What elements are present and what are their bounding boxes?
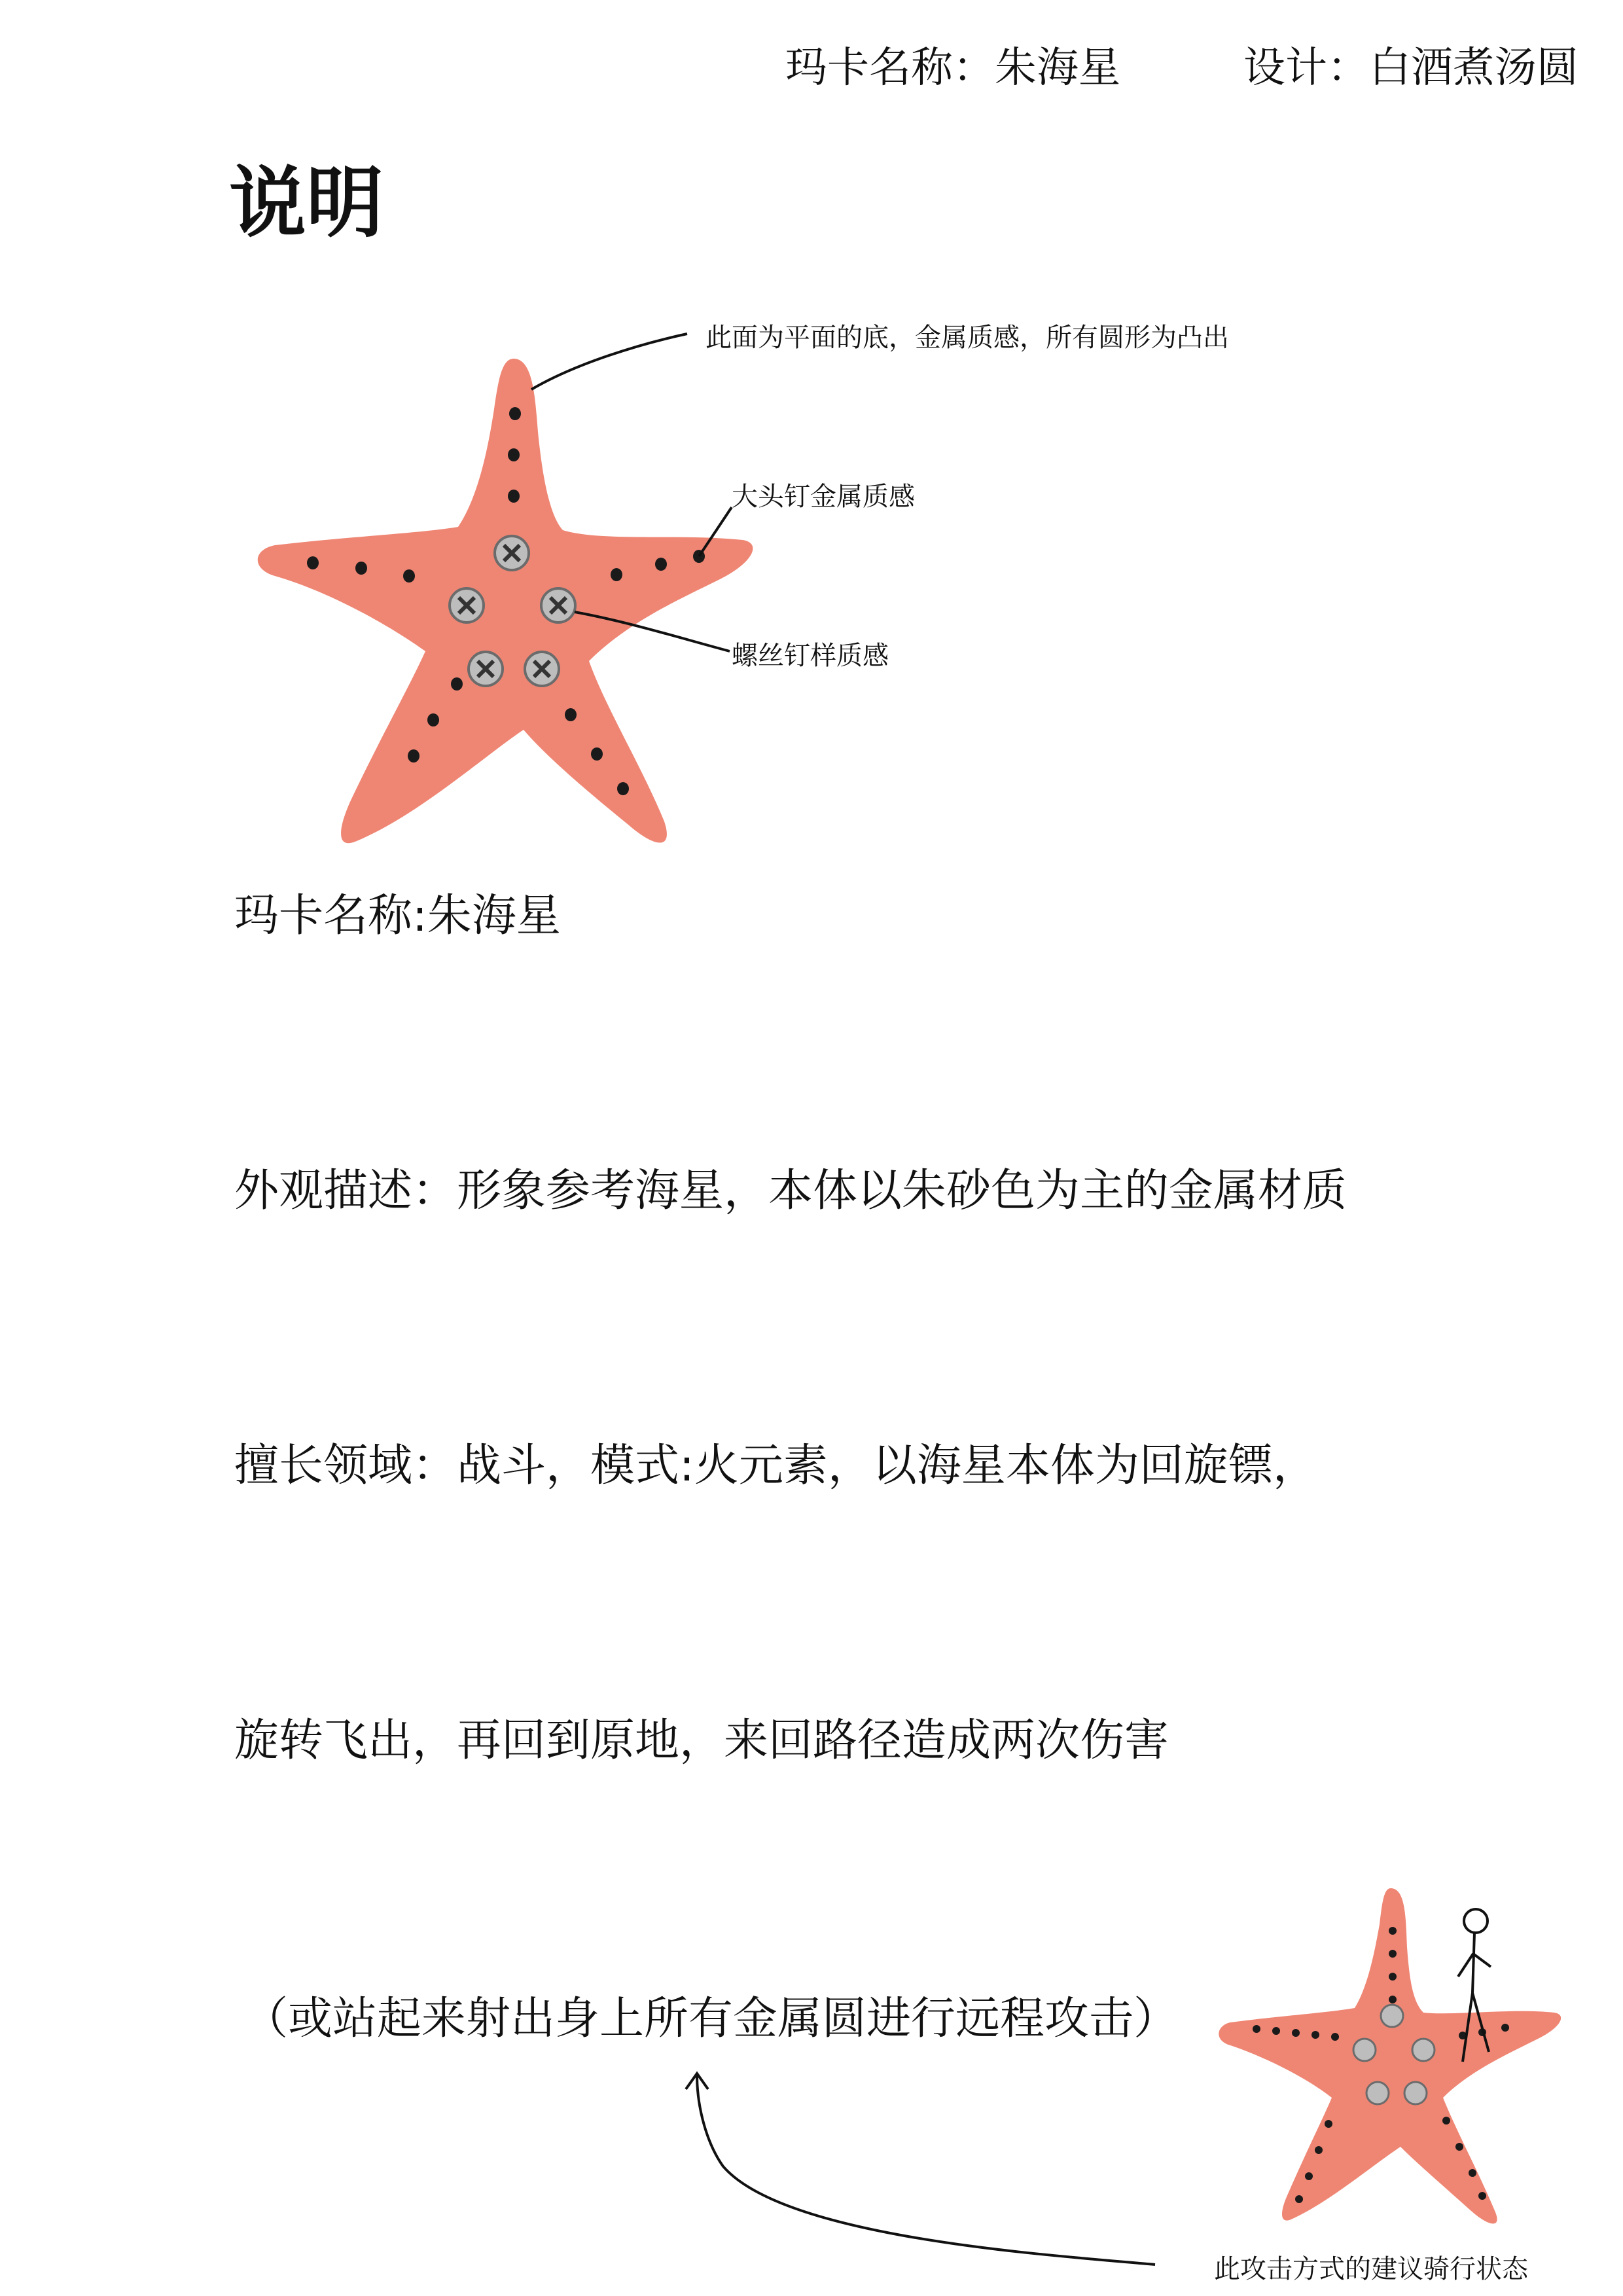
annotation-riding-note: 此攻击方式的建议骑行状态 — [1214, 2254, 1528, 2284]
curved-arrow — [697, 2075, 1155, 2265]
appearance-line: 外观描述：形象参考海星，本体以朱砂色为主的金属材质 — [234, 1165, 1347, 1217]
card-name-line: 玛卡名称:朱海星 — [234, 890, 561, 942]
designer-credit: 设计：白酒煮汤圆 — [1243, 44, 1578, 92]
small-starfish-body — [1219, 1888, 1561, 2223]
specialty-line: 擅长领域：战斗，模式:火元素，以海星本体为回旋镖， — [234, 1440, 1317, 1492]
alt-attack-line: （或站起来射出身上所有金属圆进行远程攻击） — [243, 1993, 1179, 2045]
attack-line: 旋转飞出，再回到原地，来回路径造成两次伤害 — [234, 1715, 1169, 1767]
annotation-screws: 螺丝钉样质感 — [732, 641, 889, 671]
annotation-flat-base: 此面为平面的底，金属质感，所有圆形为凸出 — [705, 323, 1229, 353]
card-name-header: 玛卡名称：朱海星 — [785, 44, 1120, 92]
section-title: 说明 — [229, 158, 384, 248]
annotation-stud-nails: 大头钉金属质感 — [732, 482, 915, 512]
